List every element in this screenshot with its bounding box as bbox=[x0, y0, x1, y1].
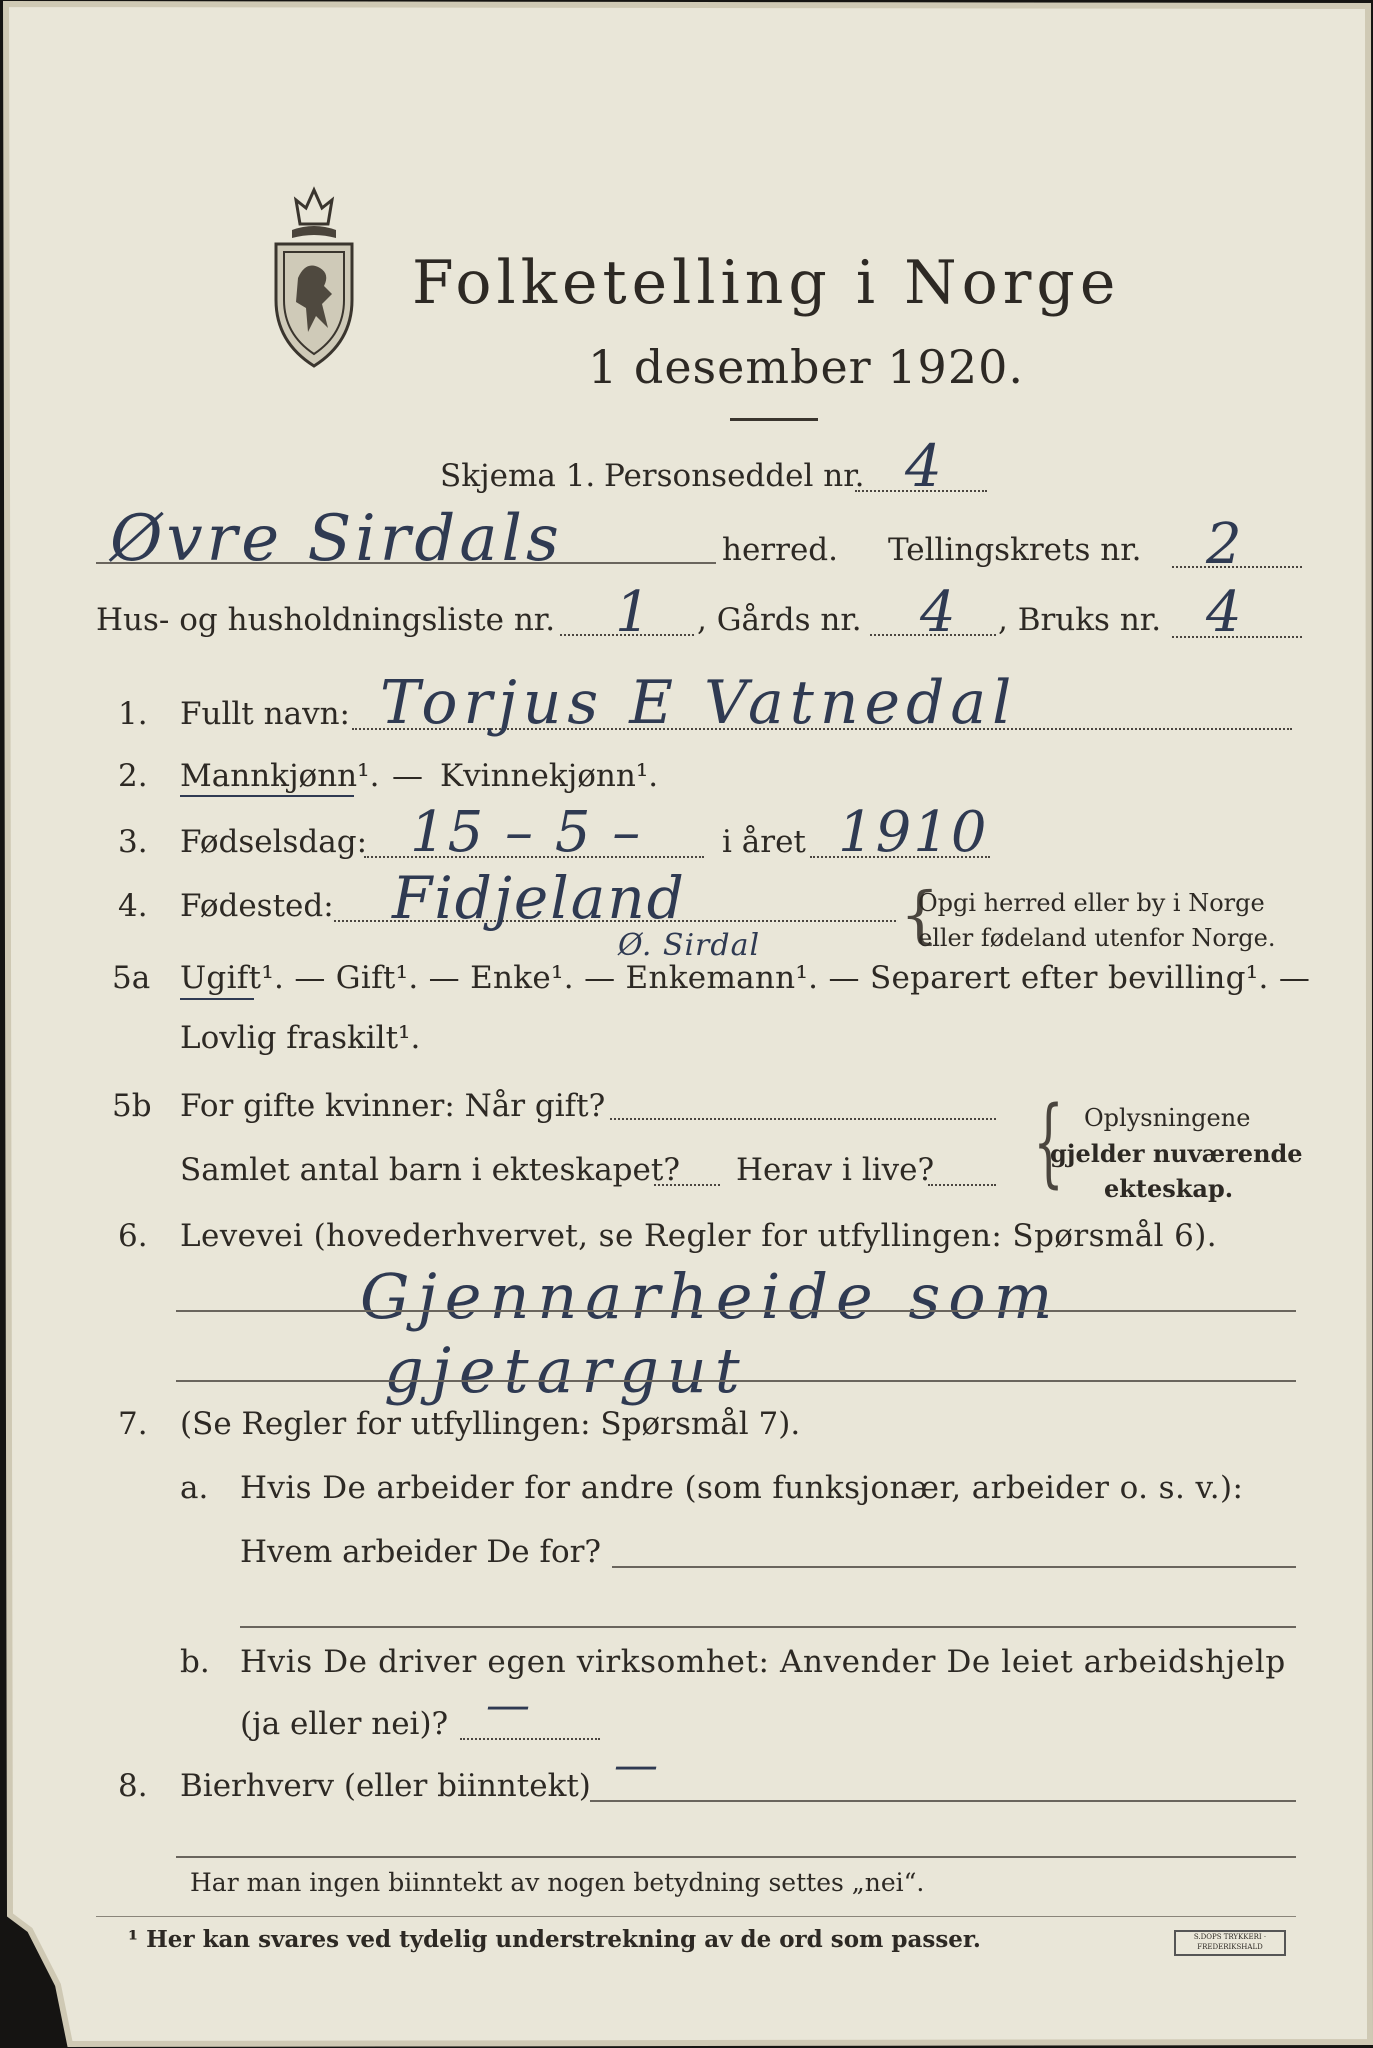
gards-value[interactable]: 4 bbox=[920, 580, 958, 645]
q5a-number: 5a bbox=[112, 960, 151, 996]
bruks-value[interactable]: 4 bbox=[1206, 580, 1244, 645]
footnote-divider bbox=[96, 1916, 1296, 1917]
q7a-letter: a. bbox=[180, 1470, 209, 1506]
q7-number: 7. bbox=[118, 1406, 148, 1442]
q4-number: 4. bbox=[118, 888, 148, 924]
title-divider bbox=[730, 418, 818, 421]
q7a-line1: Hvis De arbeider for andre (som funksjonær, arbeider o. s. v.): bbox=[240, 1470, 1244, 1506]
q5b-alive-label: Herav i live? bbox=[736, 1152, 935, 1188]
q3-label: Fødselsdag: bbox=[180, 824, 368, 860]
herred-label: herred. bbox=[722, 532, 838, 568]
q8-label: Bierhverv (eller biinntekt) bbox=[180, 1768, 591, 1804]
hus-label: Hus- og husholdningsliste nr. bbox=[96, 602, 556, 638]
q8-answer-line1 bbox=[590, 1800, 1296, 1802]
q3-number: 3. bbox=[118, 824, 148, 860]
norway-coat-of-arms-icon bbox=[262, 182, 366, 372]
q5b-children-label: Samlet antal barn i ekteskapet? bbox=[180, 1152, 680, 1188]
q1-value-full-name[interactable]: Torjus E Vatnedal bbox=[380, 668, 1018, 738]
q7b-line2: (ja eller nei)? bbox=[240, 1706, 449, 1742]
q5b-married-line bbox=[610, 1118, 996, 1120]
q3-year-value[interactable]: 1910 bbox=[838, 800, 989, 865]
q5b-alive-line bbox=[928, 1184, 996, 1186]
q4-note-line1: Opgi herred eller by i Norge bbox=[918, 889, 1265, 917]
q8-note: Har man ingen biinntekt av nogen betydning settes „nei“. bbox=[190, 1868, 925, 1897]
q2-male-underline bbox=[180, 795, 354, 797]
q8-value[interactable]: — bbox=[614, 1740, 660, 1791]
printer-stamp: S.DOPS TRYKKERI · FREDERIKSHALD bbox=[1174, 1930, 1286, 1956]
q7b-line1: Hvis De driver egen virksomhet: Anvender De leiet arbeidshjelp bbox=[240, 1644, 1286, 1680]
q5a-ugift-underline bbox=[180, 998, 254, 1000]
q6-answer-line1 bbox=[176, 1310, 1296, 1312]
q7b-answer-line bbox=[460, 1738, 600, 1740]
census-date: 1 desember 1920. bbox=[588, 340, 1024, 394]
footnote: ¹ Her kan svares ved tydelig understrekning av de ord som passer. bbox=[128, 1926, 981, 1953]
q5b-note-line2: gjelder nuværende bbox=[1050, 1139, 1303, 1168]
herred-value[interactable]: Øvre Sirdals bbox=[110, 502, 563, 576]
q5b-note-line3: ekteskap. bbox=[1104, 1174, 1234, 1203]
tellingskrets-label: Tellingskrets nr. bbox=[888, 532, 1142, 568]
q2-separator: — bbox=[392, 758, 423, 794]
q4-label: Fødested: bbox=[180, 888, 334, 924]
q4-note-line2: eller fødeland utenfor Norge. bbox=[918, 924, 1276, 952]
q7b-letter: b. bbox=[180, 1644, 210, 1680]
q2-female-option[interactable]: Kvinnekjønn¹. bbox=[440, 758, 659, 794]
q2-male-option[interactable]: Mannkjønn¹. bbox=[180, 758, 380, 794]
herred-line bbox=[96, 562, 716, 564]
q4-note-brace: { bbox=[900, 878, 940, 951]
q2-number: 2. bbox=[118, 758, 148, 794]
q5b-number: 5b bbox=[112, 1088, 152, 1124]
bruks-label: , Bruks nr. bbox=[998, 602, 1162, 638]
personseddel-value[interactable]: 4 bbox=[905, 432, 944, 500]
q6-number: 6. bbox=[118, 1218, 148, 1254]
q6-answer-line2 bbox=[176, 1380, 1296, 1382]
q3-year-label: i året bbox=[722, 824, 806, 860]
q6-label: Levevei (hovederhvervet, se Regler for utfyllingen: Spørsmål 6). bbox=[180, 1218, 1218, 1254]
q7a-answer-line1 bbox=[612, 1566, 1296, 1568]
q8-number: 8. bbox=[118, 1768, 148, 1804]
q4-birthplace-secondary-value[interactable]: Ø. Sirdal bbox=[618, 928, 761, 963]
personseddel-label: Personseddel nr. bbox=[604, 458, 865, 494]
q5b-line1: For gifte kvinner: Når gift? bbox=[180, 1088, 606, 1124]
q5b-note-brace: { bbox=[1033, 1086, 1064, 1198]
hus-value[interactable]: 1 bbox=[615, 580, 653, 645]
q5a-marital-options[interactable]: Ugift¹. — Gift¹. — Enke¹. — Enkemann¹. — Separert efter bevilling¹. — bbox=[180, 960, 1311, 996]
q6-occupation-value-line2[interactable]: gjetargut bbox=[384, 1334, 748, 1407]
q1-label: Fullt navn: bbox=[180, 696, 350, 732]
q1-number: 1. bbox=[118, 696, 148, 732]
q5b-children-line bbox=[654, 1184, 720, 1186]
q7-label: (Se Regler for utfyllingen: Spørsmål 7). bbox=[180, 1406, 801, 1442]
gards-label: , Gårds nr. bbox=[697, 602, 862, 638]
q5b-note-line1: Oplysningene bbox=[1084, 1104, 1251, 1132]
form-title: Folketelling i Norge bbox=[412, 248, 1121, 318]
q7a-line2: Hvem arbeider De for? bbox=[240, 1534, 602, 1570]
q6-occupation-value-line1[interactable]: Gjennarheide som bbox=[360, 1260, 1061, 1333]
q7a-answer-line2 bbox=[240, 1626, 1296, 1628]
q8-answer-line2 bbox=[176, 1856, 1296, 1858]
q4-birthplace-value[interactable]: Fidjeland bbox=[392, 864, 686, 932]
skjema-label: Skjema 1. bbox=[440, 458, 596, 494]
tellingskrets-value[interactable]: 2 bbox=[1206, 512, 1244, 577]
q5a-marital-options-line2[interactable]: Lovlig fraskilt¹. bbox=[180, 1020, 421, 1056]
q3-birth-date-value[interactable]: 15 – 5 – bbox=[410, 800, 643, 865]
q7b-value[interactable]: — bbox=[486, 1680, 532, 1731]
